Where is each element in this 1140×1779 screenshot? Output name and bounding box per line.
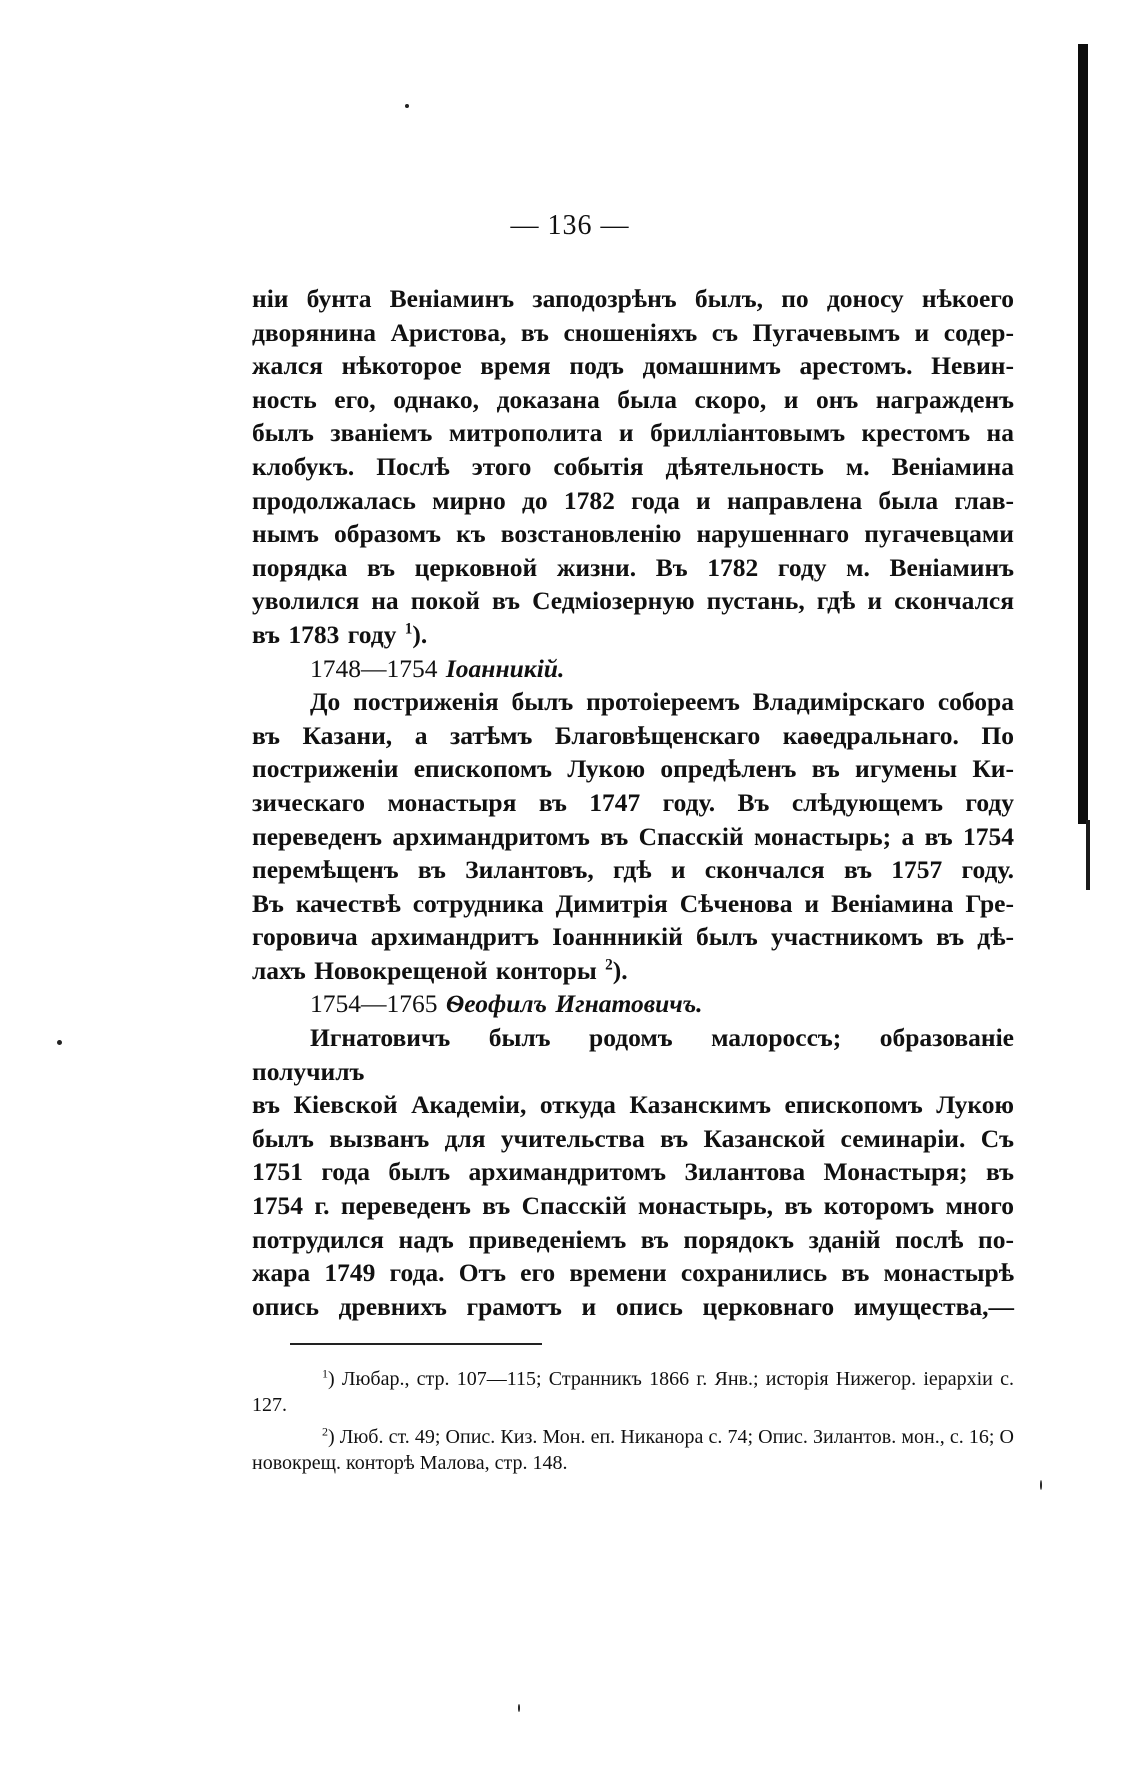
text-line: потрудился надъ приведенiемъ въ порядокъ зданiй послѣ по- bbox=[252, 1224, 1014, 1254]
text-line: дворянина Аристова, въ сношенiяхъ съ Пугачевымъ и содер- bbox=[252, 317, 1014, 347]
text-fragment: лахъ Новокрещеной конторы bbox=[252, 955, 597, 985]
page-number: — 136 — bbox=[510, 210, 630, 241]
footnote-mark-2: 2 bbox=[322, 1424, 328, 1439]
text-line: нiи бунта Венiаминъ заподозрѣнъ былъ, по доносу нѣкоего bbox=[252, 284, 1014, 313]
footnote-ref-1: 1 bbox=[404, 620, 413, 638]
text-line: продолжалась мирно до 1782 года и направлена была глав- bbox=[252, 485, 1014, 515]
text-line-last bbox=[252, 954, 1014, 988]
text-line: До постриженiя былъ протоiереемъ Владимiрскаго собора bbox=[310, 687, 1014, 717]
text-fragment: ). bbox=[612, 955, 628, 985]
footnote-1 bbox=[252, 1366, 1014, 1418]
footnote-divider bbox=[290, 1343, 542, 1345]
text-line: клобукъ. Послѣ этого событiя дѣятельность м. Венiамина bbox=[252, 451, 1014, 481]
text-line: жара 1749 года. Отъ его времени сохранились въ монастырѣ bbox=[252, 1258, 1014, 1288]
text-line: перемѣщенъ въ Зилантовъ, гдѣ и скончался въ 1757 году. bbox=[252, 855, 1014, 885]
scan-speck bbox=[1040, 1480, 1042, 1490]
text-line: зическаго монастыря въ 1747 году. Въ слѣдующемъ году bbox=[252, 787, 1014, 817]
text-line: въ Казани, а затѣмъ Благовѣщенскаго каѳедральнаго. По bbox=[252, 720, 1014, 750]
text-line: Игнатовичъ былъ родомъ малороссъ; образованiе получилъ bbox=[252, 1023, 1014, 1086]
heading-years: 1754—1765 bbox=[310, 989, 438, 1019]
footnotes bbox=[252, 1366, 1014, 1482]
footnote-mark-1: 1 bbox=[322, 1366, 328, 1381]
paragraph-3 bbox=[252, 1021, 1014, 1323]
footnote-ref-2: 2 bbox=[605, 956, 613, 974]
text-line: былъ званiемъ митрополита и бриллiантовымъ крестомъ на bbox=[252, 418, 1014, 448]
footnote-text-2: ) Люб. ст. 49; Опис. Киз. Мон. еп. Никанора с. 74; Опис. Зилантов. мон., с. 16; О новокрещ. конторѣ Малова, стр. 148. bbox=[252, 1426, 1014, 1474]
section-heading-feofil bbox=[252, 987, 1014, 1021]
text-line: 1751 года былъ архимандритомъ Зилантова Монастыря; въ bbox=[252, 1157, 1014, 1187]
text-line: въ Кiевской Академiи, откуда Казанскимъ епископомъ Лукою bbox=[252, 1090, 1014, 1120]
text-line: 1754 г. переведенъ въ Спасскiй монастырь, въ которомъ много bbox=[252, 1191, 1014, 1221]
page-edge-shadow bbox=[1078, 44, 1088, 824]
footnote-text-1: ) Любар., стр. 107—115; Странникъ 1866 г. Янв.; исторiя Нижегор. iерархiи с. 127. bbox=[252, 1368, 1014, 1416]
section-heading-ioannikiy bbox=[252, 652, 1014, 686]
scan-speck bbox=[57, 1040, 62, 1045]
text-fragment: ). bbox=[412, 619, 428, 649]
footnote-2 bbox=[252, 1424, 1014, 1476]
page-edge-shadow-lower bbox=[1086, 820, 1090, 890]
text-line: постриженiи епископомъ Лукою опредѣленъ въ игумены Ки- bbox=[252, 754, 1014, 784]
text-line: жался нѣкоторое время подъ домашнимъ арестомъ. Невин- bbox=[252, 351, 1014, 381]
text-fragment: въ 1783 году bbox=[252, 619, 397, 649]
heading-years: 1748—1754 bbox=[310, 653, 438, 683]
heading-name: Ѳеофилъ Игнатовичъ. bbox=[445, 989, 703, 1019]
text-line: былъ вызванъ для учительства въ Казанской семинарiи. Съ bbox=[252, 1123, 1014, 1153]
text-line: опись древнихъ грамотъ и опись церковнаго имущества,— bbox=[252, 1291, 1014, 1321]
paragraph-1 bbox=[252, 282, 1014, 652]
scan-speck bbox=[518, 1704, 520, 1712]
text-line: ность его, однако, доказана была скоро, и онъ награжденъ bbox=[252, 384, 1014, 414]
main-text bbox=[252, 282, 1014, 1323]
text-line: уволился на покой въ Седмiозерную пустань, гдѣ и скончался bbox=[252, 586, 1014, 616]
text-line: переведенъ архимандритомъ въ Спасскiй монастырь; а въ 1754 bbox=[252, 821, 1014, 851]
text-line: горовича архимандритъ Iоаннникiй былъ участникомъ въ дѣ- bbox=[252, 922, 1014, 952]
heading-name: Iоанникiй. bbox=[445, 653, 565, 683]
paragraph-2 bbox=[252, 685, 1014, 987]
scan-speck bbox=[405, 104, 409, 108]
text-line: порядка въ церковной жизни. Въ 1782 году м. Венiаминъ bbox=[252, 552, 1014, 582]
text-line: Въ качествѣ сотрудника Димитрiя Сѣченова и Венiамина Гре- bbox=[252, 888, 1014, 918]
text-line: нымъ образомъ къ возстановленiю нарушеннаго пугачевцами bbox=[252, 519, 1014, 549]
text-line-last bbox=[252, 618, 1014, 652]
